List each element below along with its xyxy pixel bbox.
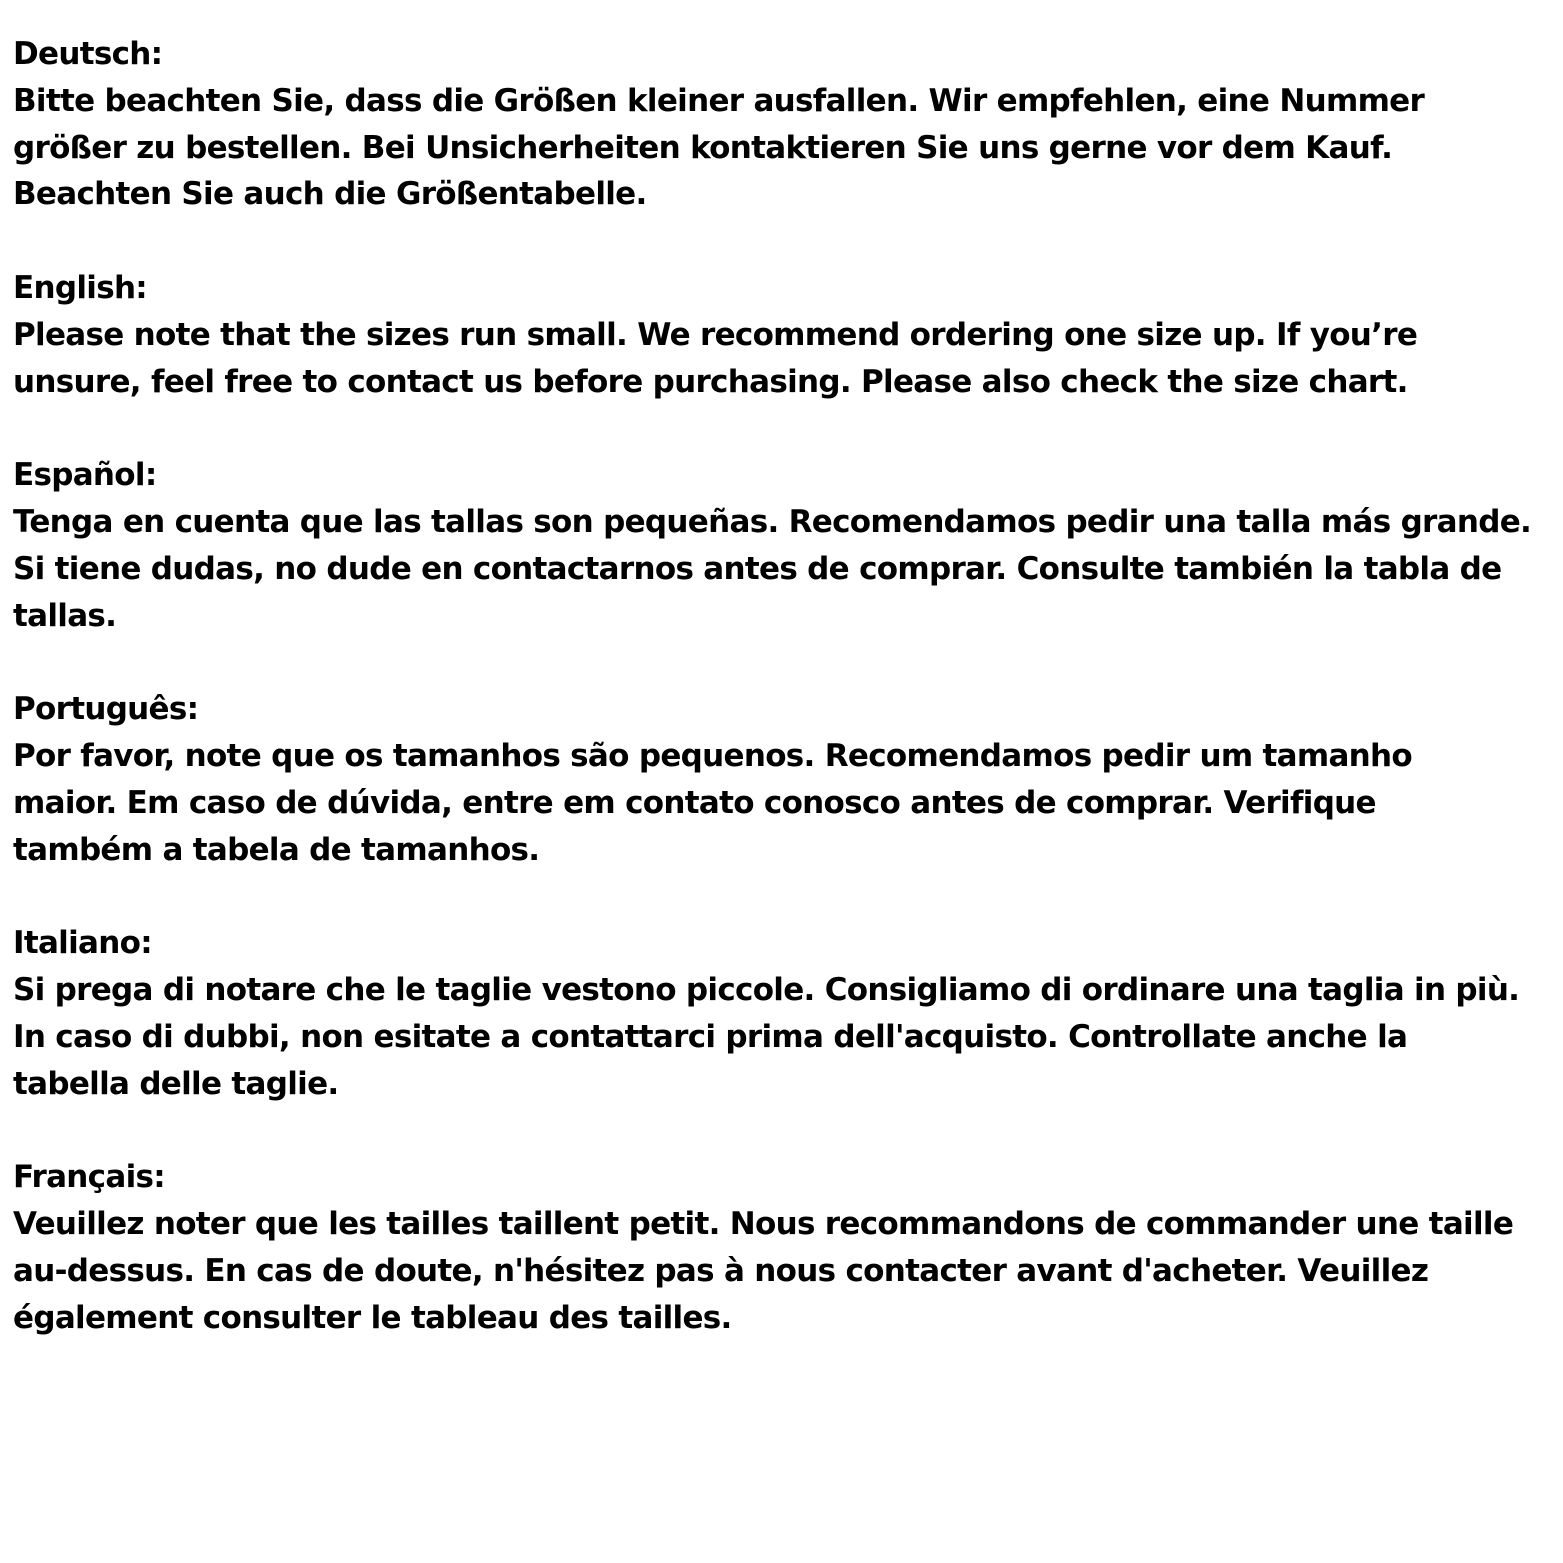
section-text-line: unsure, feel free to contact us before purchasing. Please also check the size chart. [13,363,1408,400]
section-heading: English: [13,269,148,306]
section-text-line: tallas. [13,597,117,634]
section-heading: Italiano: [13,925,152,962]
section-text-line: également consulter le tableau des tailles. [13,1299,732,1336]
section-text-line: au-dessus. En cas de doute, n'hésitez pas à nous contacter avant d'acheter. Veuillez [13,1252,1429,1289]
section-text-line: Tenga en cuenta que las tallas son pequeñas. Recomendamos pedir una talla más grande. [13,503,1532,540]
section-text-line: também a tabela de tamanhos. [13,831,540,868]
section-text-line: Si prega di notare che le taglie vestono piccole. Consigliamo di ordinare una taglia in più. [13,971,1520,1008]
section-espanol [13,452,1553,639]
section-english [13,265,1553,405]
section-text-line: Bitte beachten Sie, dass die Größen kleiner ausfallen. Wir empfehlen, eine Nummer [13,82,1425,119]
section-text-line: Please note that the sizes run small. We recommend ordering one size up. If you’re [13,316,1418,353]
section-heading: Français: [13,1159,165,1196]
section-portugues [13,686,1553,873]
section-text-line: Por favor, note que os tamanhos são pequenos. Recomendamos pedir um tamanho [13,737,1413,774]
section-heading: Español: [13,457,157,494]
section-text-line: maior. Em caso de dúvida, entre em contato conosco antes de comprar. Verifique [13,784,1376,821]
section-text-line: tabella delle taglie. [13,1065,339,1102]
section-text-line: größer zu bestellen. Bei Unsicherheiten kontaktieren Sie uns gerne vor dem Kauf. [13,129,1393,166]
section-text-line: Si tiene dudas, no dude en contactarnos antes de comprar. Consulte también la tabla de [13,550,1502,587]
section-text-line: Veuillez noter que les tailles taillent petit. Nous recommandons de commander une taille [13,1205,1514,1242]
section-francais [13,1154,1553,1341]
section-deutsch [13,31,1553,218]
section-text-line: In caso di dubbi, non esitate a contattarci prima dell'acquisto. Controllate anche la [13,1018,1408,1055]
section-heading: Deutsch: [13,36,163,72]
section-heading: Português: [13,691,199,728]
section-text-line: Beachten Sie auch die Größentabelle. [13,176,647,213]
section-italiano [13,920,1553,1107]
size-notice-document [13,31,1553,1388]
